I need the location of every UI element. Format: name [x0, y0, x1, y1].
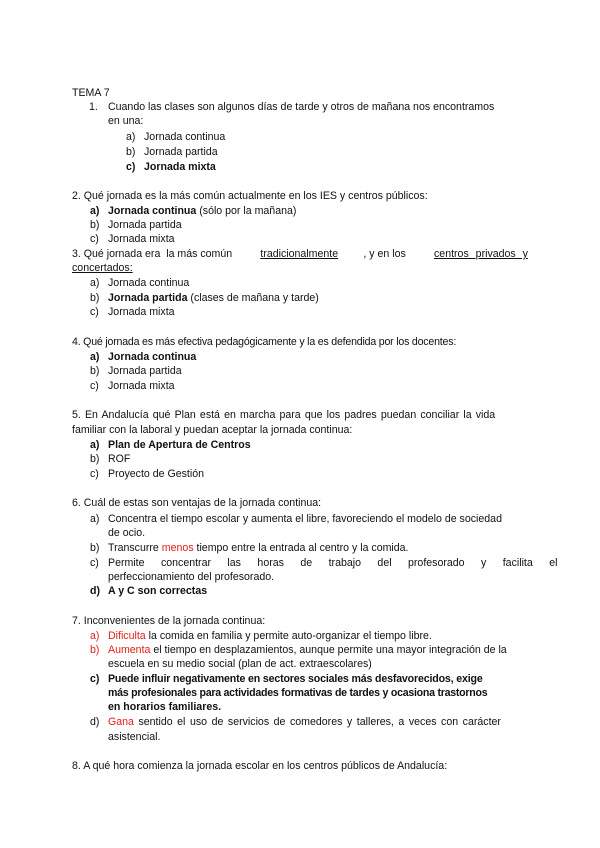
q6-b-option — [108, 542, 409, 555]
q1-c-mark: c) — [126, 161, 136, 173]
q1-number: 1. — [89, 101, 98, 113]
q3-underline-1: tradicionalmente — [260, 248, 339, 260]
q4-a-text: Jornada continua — [108, 351, 197, 363]
q2-c-mark: c) — [90, 233, 99, 245]
q2-a-extra: (sólo por la mañana) — [196, 205, 297, 217]
q7-a-post: la comida en familia y permite auto-organizar el tiempo libre. — [145, 630, 432, 642]
q3-b-mark: b) — [90, 292, 100, 304]
q7-text: 7. Inconvenientes de la jornada continua: — [72, 615, 266, 627]
q2-b-mark: b) — [90, 219, 100, 231]
q6-c-line2: perfeccionamiento del profesorado. — [108, 571, 275, 583]
q2-a-option — [108, 205, 296, 218]
q1-line1 — [108, 101, 528, 114]
q7-d-post: sentido el uso de servicios de comedores y talleres, a veces con carácter — [133, 716, 501, 728]
q7-c-mark: c) — [90, 673, 100, 685]
q1-line2: en una: — [108, 115, 144, 127]
q6-a-line2: de ocio. — [108, 527, 146, 539]
q2-b-text: Jornada partida — [108, 219, 182, 231]
q6-c-line1: Permite concentrar las horas de trabajo del profesorado y facilita el — [108, 557, 558, 569]
q6-b-post: tiempo entre la entrada al centro y la comida. — [193, 542, 409, 554]
q6-c-mark: c) — [90, 557, 99, 569]
q4-b-mark: b) — [90, 365, 100, 377]
q7-d-red: Gana — [108, 716, 134, 728]
q6-d-text: A y C son correctas — [108, 585, 208, 597]
q3-c-mark: c) — [90, 306, 99, 318]
q7-a-red: Dificulta — [108, 630, 146, 642]
q4-a-mark: a) — [90, 351, 100, 363]
q3-line2: concertados: — [72, 262, 133, 274]
q4-text: 4. Qué jornada es más efectiva pedagógicamente y la es defendida por los docentes: — [72, 336, 457, 348]
q3-b-bold: Jornada partida — [108, 292, 188, 304]
q3-b-option — [108, 292, 319, 305]
q1-b-text: Jornada partida — [144, 146, 218, 158]
q7-a-mark: a) — [90, 630, 100, 642]
q3-line1 — [72, 248, 528, 261]
q2-c-text: Jornada mixta — [108, 233, 175, 245]
q5-c-text: Proyecto de Gestión — [108, 468, 204, 480]
q7-b-line2: escuela en su medio social (plan de act. extraescolares) — [108, 658, 372, 670]
q7-b-mark: b) — [90, 644, 100, 656]
q7-a-option — [108, 630, 432, 643]
q7-c-line3: en horarios familiares. — [108, 701, 222, 713]
q2-a-bold: Jornada continua — [108, 205, 197, 217]
q7-c-line1: Puede influir negativamente en sectores sociales más desfavorecidos, exige — [108, 673, 483, 685]
q3-a-mark: a) — [90, 277, 100, 289]
q3-a-text: Jornada continua — [108, 277, 190, 289]
q7-c-line2: más profesionales para actividades formativas de tardes y ocasiona trastornos — [108, 687, 488, 699]
q1-a-mark: a) — [126, 131, 136, 143]
q4-c-mark: c) — [90, 380, 99, 392]
q5-b-mark: b) — [90, 453, 100, 465]
q7-b-option — [108, 644, 507, 657]
q6-b-red: menos — [161, 542, 194, 554]
q7-b-post: el tiempo en desplazamientos, aunque permite una mayor integración de la — [150, 644, 507, 656]
q7-d-mark: d) — [90, 716, 100, 728]
q4-c-text: Jornada mixta — [108, 380, 175, 392]
q7-d-option — [108, 716, 501, 729]
q5-b-text: ROF — [108, 453, 131, 465]
q5-line1-text: 5. En Andalucía qué Plan está en marcha para que los padres puedan conciliar la vida — [72, 409, 496, 421]
q1-b-mark: b) — [126, 146, 136, 158]
q2-a-mark: a) — [90, 205, 100, 217]
q3-part2: , y en los — [363, 248, 409, 260]
q1-line1-text: Cuando las clases son algunos días de tarde y otros de mañana nos encontramos — [108, 101, 495, 113]
q6-d-mark: d) — [90, 585, 100, 597]
q3-c-text: Jornada mixta — [108, 306, 175, 318]
q2-text: 2. Qué jornada es la más común actualmente en los IES y centros públicos: — [72, 190, 428, 202]
q3-underline-2: centros privados y — [434, 248, 528, 260]
q5-line1 — [72, 409, 528, 422]
q6-text: 6. Cuál de estas son ventajas de la jornada continua: — [72, 497, 322, 509]
q5-a-text: Plan de Apertura de Centros — [108, 439, 251, 451]
q3-b-extra: (clases de mañana y tarde) — [187, 292, 319, 304]
q5-c-mark: c) — [90, 468, 99, 480]
q4-b-text: Jornada partida — [108, 365, 182, 377]
q7-b-red: Aumenta — [108, 644, 151, 656]
q6-b-mark: b) — [90, 542, 100, 554]
q6-a-mark: a) — [90, 513, 100, 525]
document-title: TEMA 7 — [72, 87, 110, 99]
q7-d-line2: asistencial. — [108, 731, 161, 743]
q6-b-pre: Transcurre — [108, 542, 162, 554]
q5-a-mark: a) — [90, 439, 100, 451]
q8-text: 8. A qué hora comienza la jornada escolar en los centros públicos de Andalucía: — [72, 760, 448, 772]
q3-part1: 3. Qué jornada era la más común — [72, 248, 236, 260]
q1-a-text: Jornada continua — [144, 131, 226, 143]
q5-line2: familiar con la laboral y puedan aceptar la jornada continua: — [72, 424, 353, 436]
q1-c-text: Jornada mixta — [144, 161, 216, 173]
q6-a-line1: Concentra el tiempo escolar y aumenta el libre, favoreciendo el modelo de sociedad — [108, 513, 502, 525]
